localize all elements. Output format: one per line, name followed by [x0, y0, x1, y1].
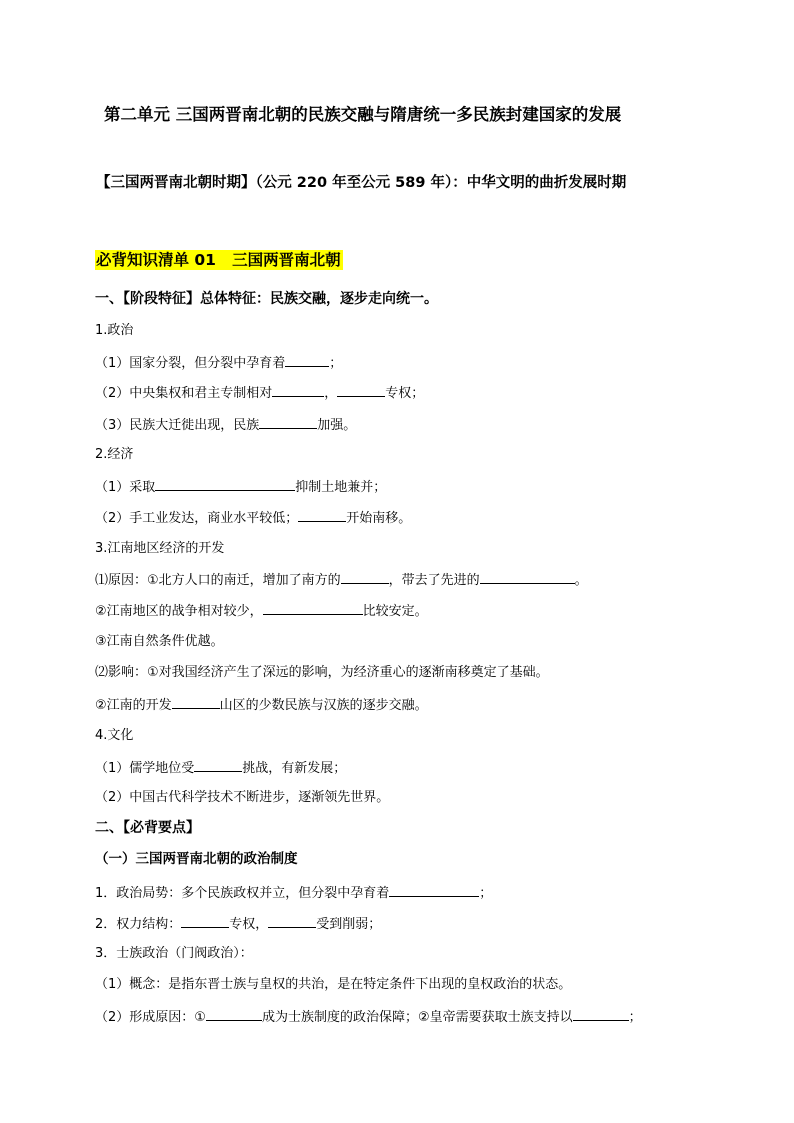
- text: （1）国家分裂，但分裂中孕育着: [95, 356, 286, 371]
- culture-heading: 4.文化: [95, 728, 134, 743]
- fill-blank[interactable]: [480, 570, 575, 584]
- text: 。: [574, 573, 588, 588]
- part2-heading: 二、【必背要点】: [95, 820, 200, 836]
- page-title: 第二单元 三国两晋南北朝的民族交融与隋唐统一多民族封建国家的发展: [104, 105, 622, 124]
- text: ；: [628, 1010, 642, 1025]
- fill-blank[interactable]: [341, 570, 389, 584]
- fill-blank[interactable]: [298, 508, 346, 522]
- text: （2）形成原因：①: [95, 1010, 206, 1025]
- text: 山区的少数民族与汉族的逐步交融。: [219, 698, 428, 713]
- text: 专权，: [229, 917, 269, 932]
- fill-blank[interactable]: [272, 383, 324, 397]
- fill-blank[interactable]: [285, 353, 329, 367]
- text: （2）手工业发达，商业水平较低；: [95, 511, 299, 526]
- section-label: [95, 250, 343, 270]
- section-label-text: 必背知识清单 01: [96, 251, 216, 269]
- text: ②江南的开发: [95, 698, 172, 713]
- culture-item-1: [95, 758, 346, 778]
- text: ，带去了先进的: [388, 573, 480, 588]
- text: ⑴原因：①北方人口的南迁，增加了南方的: [95, 573, 341, 588]
- text: 加强。: [317, 418, 357, 433]
- fill-blank[interactable]: [573, 1007, 629, 1021]
- jiangnan-item-5: [95, 695, 428, 715]
- politics-heading: 1.政治: [95, 323, 134, 338]
- jiangnan-item-2: [95, 601, 428, 621]
- fill-blank[interactable]: [181, 914, 229, 928]
- economy-item-2: [95, 508, 411, 528]
- fill-blank[interactable]: [259, 415, 317, 429]
- text: ；: [329, 356, 343, 371]
- text: ，: [324, 386, 338, 401]
- text: 2．权力结构：: [95, 917, 182, 932]
- text: （2）中央集权和君主专制相对: [95, 386, 273, 401]
- point-1: [95, 883, 492, 903]
- economy-heading: 2.经济: [95, 447, 134, 462]
- section-heading: [95, 248, 343, 272]
- jiangnan-item-1: [95, 570, 588, 590]
- point-3: 3．士族政治（门阀政治）：: [95, 946, 253, 961]
- jiangnan-heading: 3.江南地区经济的开发: [95, 541, 225, 556]
- period-subtitle: 【三国两晋南北朝时期】（公元 220 年至公元 589 年）：中华文明的曲折发展时期: [96, 175, 627, 191]
- culture-item-2: （2）中国古代科学技术不断进步，逐渐领先世界。: [95, 790, 390, 805]
- part2-subheading: （一）三国两晋南北朝的政治制度: [95, 851, 298, 867]
- fill-blank[interactable]: [155, 477, 295, 491]
- fill-blank[interactable]: [206, 1007, 262, 1021]
- text: 1．政治局势：多个民族政权并立，但分裂中孕育着: [95, 886, 390, 901]
- text: 专权；: [385, 386, 425, 401]
- text: 挑战，有新发展；: [242, 761, 347, 776]
- text: 成为士族制度的政治保障；②皇帝需要获取士族支持以: [261, 1010, 573, 1025]
- text: 比较安定。: [362, 604, 428, 619]
- jiangnan-item-4: ⑵影响：①对我国经济产生了深远的影响，为经济重心的逐渐南移奠定了基础。: [95, 665, 549, 680]
- fill-blank[interactable]: [194, 758, 242, 772]
- text: （1）儒学地位受: [95, 761, 195, 776]
- text: 抑制土地兼并；: [295, 480, 387, 495]
- text: （1）采取: [95, 480, 156, 495]
- text: 开始南移。: [346, 511, 412, 526]
- fill-blank[interactable]: [389, 883, 479, 897]
- politics-item-3: [95, 415, 356, 435]
- jiangnan-item-3: ③江南自然条件优越。: [95, 634, 224, 649]
- point-2: [95, 914, 381, 934]
- fill-blank[interactable]: [268, 914, 316, 928]
- politics-item-2: [95, 383, 424, 403]
- economy-item-1: [95, 477, 386, 497]
- section-title-text: 三国两晋南北朝: [232, 251, 341, 269]
- part1-heading: 一、【阶段特征】总体特征：民族交融，逐步走向统一。: [95, 291, 438, 307]
- point-5: [95, 1007, 642, 1027]
- point-4: （1）概念：是指东晋士族与皇权的共治，是在特定条件下出现的皇权政治的状态。: [95, 977, 572, 992]
- text: 受到削弱；: [316, 917, 382, 932]
- fill-blank[interactable]: [263, 601, 363, 615]
- fill-blank[interactable]: [337, 383, 385, 397]
- text: ②江南地区的战争相对较少，: [95, 604, 263, 619]
- politics-item-1: [95, 353, 342, 373]
- text: ；: [479, 886, 493, 901]
- text: （3）民族大迁徙出现，民族: [95, 418, 260, 433]
- fill-blank[interactable]: [172, 695, 220, 709]
